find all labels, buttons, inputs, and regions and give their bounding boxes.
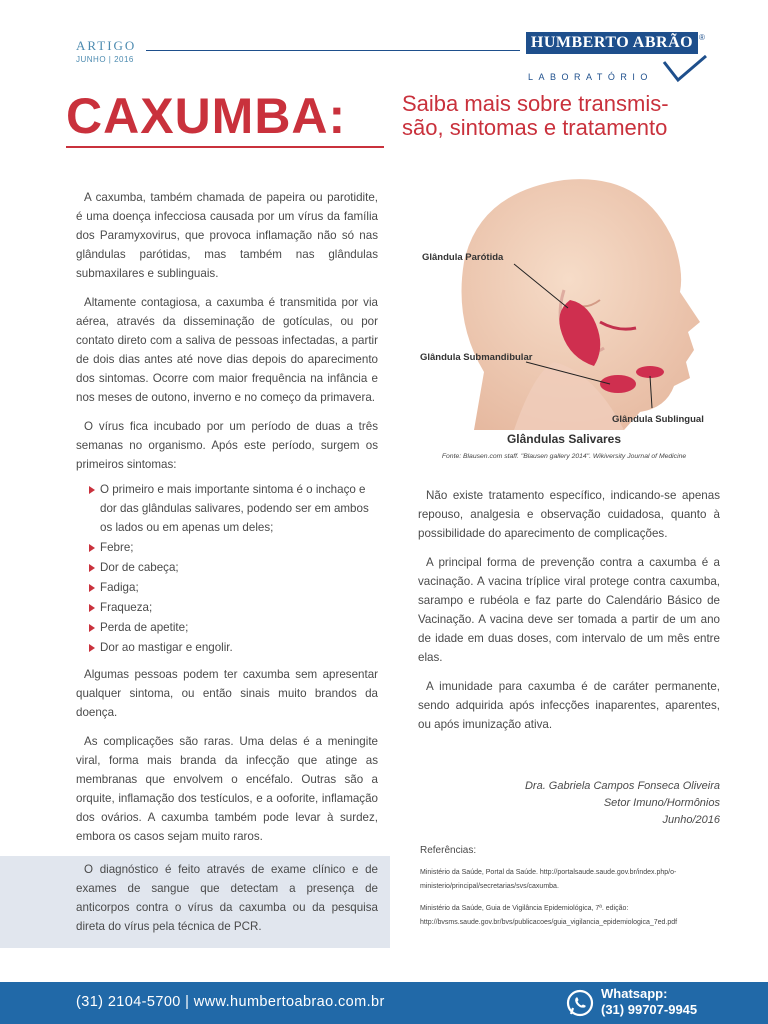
section-label: ARTIGO [76,38,137,53]
symptom-item: Febre; [86,538,378,557]
symptom-list [86,480,378,657]
issue-date: JUNHO | 2016 [76,55,134,64]
paragraph-intro: A caxumba, também chamada de papeira ou parotidite, é uma doença infecciosa causada por um vírus da família dos Paramyxovirus, que provoca inflamação não só nas glândulas parótidas, mas também nas glândulas submaxilares e sublinguais. [76,191,378,280]
symptom-item: Fraqueza; [86,598,378,617]
symptom-item: O primeiro e mais importante sintoma é o inchaço e dor das glândulas salivares, podendo ser em ambos os lados ou em apenas um deles; [86,480,378,537]
paragraph-complications: As complicações são raras. Uma delas é a meningite viral, forma mais branda da infecção que atinge as membranas que envolvem o encéfalo. Outras são a orquite, inflamação dos testículos, e a ooforite, inflamação dos ovários. A caxumba também pode levar à surdez, embora os casos sejam muito raros. [76,735,378,843]
author-signature [440,778,720,829]
head-anatomy-icon [404,172,724,430]
left-column [76,188,378,856]
references-list [420,866,720,938]
paragraph-diagnosis: O diagnóstico é feito através de exame clínico e de exames de sangue que detectam a presença de anticorpos contra o vírus da caxumba ou da pesquisa direta do vírus pela técnica de PCR. [76,863,378,933]
figure-title: Glândulas Salivares [506,432,622,446]
label-sublingual-gland: Glândula Sublingual [612,414,704,425]
paragraph-prevention: A principal forma de prevenção contra a caxumba é a vacinação. A vacina tríplice viral protege contra caxumba, sarampo e rubéola e faz parte do Calendário Básico de Vacinação. A vacina deve ser tomada a partir de um ano de idade em duas doses, com intervalo de um mês entre elas. [418,556,720,664]
label-parotid-gland: Glândula Parótida [422,252,504,263]
footer-bar [0,982,768,1024]
author-name: Dra. Gabriela Campos Fonseca Oliveira [524,780,720,792]
paragraph-treatment: Não existe tratamento específico, indicando-se apenas repouso, analgesia e observação cuidadosa, quanto à possibilidade do aparecimento de complicações. [418,489,720,540]
salivary-glands-illustration [404,172,724,430]
label-submandibular-gland: Glândula Submandibular [420,352,533,363]
page-subtitle [402,92,742,140]
symptom-item: Dor ao mastigar e engolir. [86,638,378,657]
whatsapp-icon[interactable] [566,989,594,1017]
title-underline [66,146,384,148]
whatsapp-label: Whatsapp: [601,986,668,1001]
paragraph-transmission: Altamente contagiosa, a caxumba é transmitida por via aérea, através da disseminação de gotículas, ou por contato direto com a saliva de pessoas infectadas, a partir de dois dias antes até nove dias depois do aparecimento dos sintomas. Ocorre com maior frequência na infância e nos meses de outono, inverno e no começo da primavera. [76,296,378,404]
figure-source: Fonte: Blausen.com staff. "Blausen gallery 2014". Wikiversity Journal of Medicine [441,453,687,460]
references-title: Referências: [420,845,477,856]
reference-item[interactable]: Ministério da Saúde, Guia de Vigilância Epidemiológica, 7ª. edição: http://bvsms.saude.gov.br/bvs/publicacoes/guia_vigilancia_epidemiologica_7ed.pdf [420,905,678,926]
page-title: CAXUMBA: [66,88,347,144]
symptom-item: Dor de cabeça; [86,558,378,577]
right-column [418,486,720,744]
paragraph-incubation: O vírus fica incubado por um período de duas a três semanas no organismo. Após este período, surgem os primeiros sintomas: [76,420,378,471]
brand-subtitle: LABORATÓRIO [528,72,653,82]
brand-logo[interactable]: HUMBERTO ABRÃO [526,32,698,54]
header-divider [146,50,520,51]
whatsapp-number[interactable]: (31) 99707-9945 [601,1002,698,1017]
paragraph-asymptomatic: Algumas pessoas podem ter caxumba sem apresentar qualquer sintoma, ou então sinais muito brandos da doença. [76,668,378,719]
footer-contact[interactable]: (31) 2104-5700 | www.humbertoabrao.com.br [76,994,385,1010]
symptom-item: Perda de apetite; [86,618,378,637]
registered-mark: ® [699,33,705,42]
symptom-item: Fadiga; [86,578,378,597]
paragraph-immunity: A imunidade para caxumba é de caráter permanente, sendo adquirida após infecções inaparentes, aparentes, ou após imunização ativa. [418,680,720,731]
subtitle-line-1: Saiba mais sobre transmis- [402,91,669,116]
author-sector: Setor Imuno/Hormônios [603,797,720,809]
reference-item[interactable]: Ministério da Saúde, Portal da Saúde. http://portalsaude.saude.gov.br/index.php/o-ministerio/principal/secretarias/svs/caxumba. [420,869,677,890]
author-date: Junho/2016 [662,814,720,826]
subtitle-line-2: são, sintomas e tratamento [402,115,668,140]
